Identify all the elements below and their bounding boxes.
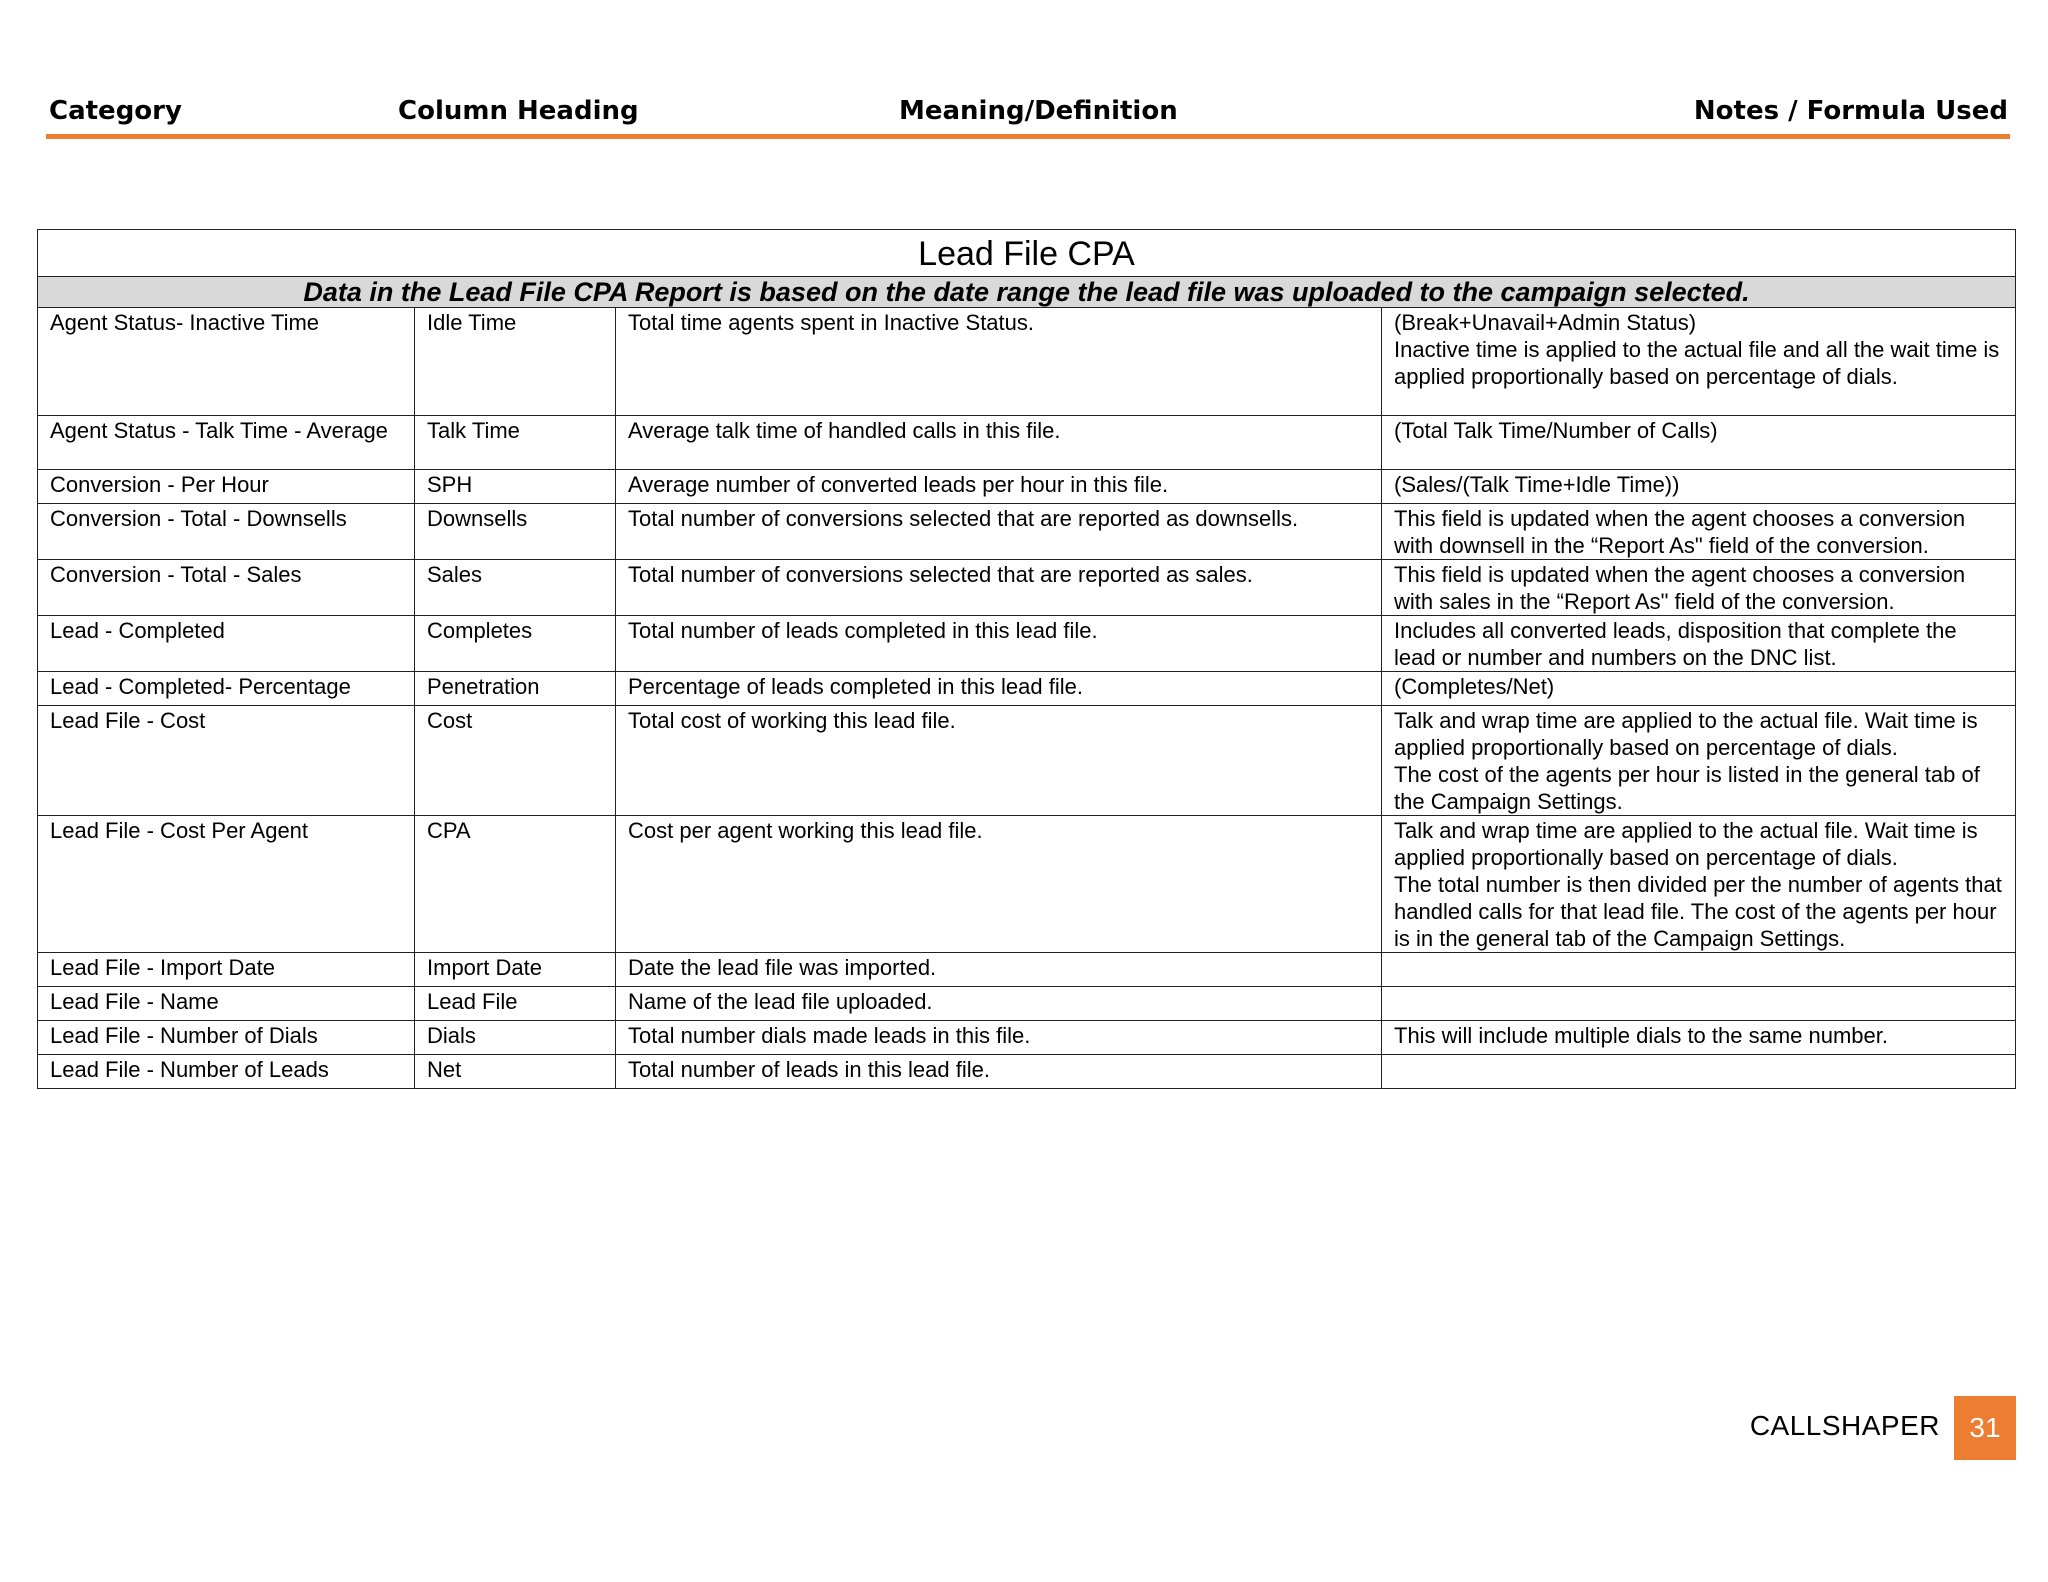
cell-meaning: Total number of conversions selected that are reported as downsells. [616,504,1382,560]
page-number: 31 [1969,1412,2001,1443]
cell-column-heading: Completes [415,616,616,672]
cell-notes: (Completes/Net) [1382,672,2016,706]
header-column-heading: Column Heading [398,96,639,126]
cell-column-heading: Talk Time [415,416,616,470]
cell-meaning: Percentage of leads completed in this lead file. [616,672,1382,706]
table-row [38,308,2016,416]
brand-name: CALLSHAPER [1749,1410,1940,1441]
cell-column-heading: Net [415,1055,616,1089]
header-notes: Notes / Formula Used [1693,96,2008,126]
cell-column-heading: Downsells [415,504,616,560]
cell-meaning: Average number of converted leads per hour in this file. [616,470,1382,504]
cell-meaning: Total number of conversions selected that are reported as sales. [616,560,1382,616]
cell-column-heading: CPA [415,816,616,953]
column-header-bar [46,92,2010,139]
table-row [38,470,2016,504]
table-row [38,706,2016,816]
cell-column-heading: Sales [415,560,616,616]
cell-column-heading: SPH [415,470,616,504]
cell-category: Conversion - Total - Sales [38,560,415,616]
table-row [38,672,2016,706]
cell-category: Conversion - Per Hour [38,470,415,504]
cell-category: Lead File - Import Date [38,953,415,987]
cell-notes [1382,953,2016,987]
page-number-badge [1954,1396,2016,1460]
cell-column-heading: Import Date [415,953,616,987]
table-title-row [38,230,2016,277]
table-row [38,560,2016,616]
cell-notes: This field is updated when the agent chooses a conversion with sales in the “Report As" field of the conversion. [1382,560,2016,616]
table-row [38,504,2016,560]
cell-notes: This field is updated when the agent chooses a conversion with downsell in the “Report As" field of the conversion. [1382,504,2016,560]
table-row [38,987,2016,1021]
table-row [38,1021,2016,1055]
page-footer [1740,1396,2016,1460]
cell-notes: (Total Talk Time/Number of Calls) [1382,416,2016,470]
cell-category: Agent Status - Talk Time - Average [38,416,415,470]
table-title: Lead File CPA [38,230,2016,277]
table-row [38,953,2016,987]
cell-notes: Talk and wrap time are applied to the actual file. Wait time is applied proportionally based on percentage of dials. The total number is then divided per the number of agents that handled calls for that lead file. The cost of the agents per hour is in the general tab of the Campaign Settings. [1382,816,2016,953]
cell-notes: Talk and wrap time are applied to the actual file. Wait time is applied proportionally based on percentage of dials. The cost of the agents per hour is listed in the general tab of the Campaign Settings. [1382,706,2016,816]
lead-file-cpa-table [37,229,2016,1089]
cell-notes: (Break+Unavail+Admin Status) Inactive time is applied to the actual file and all the wait time is applied proportionally based on percentage of dials. [1382,308,2016,416]
cell-category: Lead - Completed- Percentage [38,672,415,706]
cell-category: Lead - Completed [38,616,415,672]
cell-category: Lead File - Cost [38,706,415,816]
cell-column-heading: Dials [415,1021,616,1055]
cell-meaning: Average talk time of handled calls in this file. [616,416,1382,470]
cell-category: Lead File - Cost Per Agent [38,816,415,953]
table-row [38,1055,2016,1089]
cell-notes: Includes all converted leads, disposition that complete the lead or number and numbers on the DNC list. [1382,616,2016,672]
cell-category: Lead File - Number of Leads [38,1055,415,1089]
cell-category: Agent Status- Inactive Time [38,308,415,416]
table-subtitle-row [38,277,2016,308]
cell-meaning: Name of the lead file uploaded. [616,987,1382,1021]
cell-column-heading: Cost [415,706,616,816]
cell-category: Lead File - Name [38,987,415,1021]
cell-meaning: Cost per agent working this lead file. [616,816,1382,953]
cell-notes: (Sales/(Talk Time+Idle Time)) [1382,470,2016,504]
cell-meaning: Total number of leads completed in this lead file. [616,616,1382,672]
header-meaning: Meaning/Definition [899,96,1178,126]
table-row [38,816,2016,953]
cell-meaning: Total number of leads in this lead file. [616,1055,1382,1089]
cell-column-heading: Idle Time [415,308,616,416]
cell-category: Lead File - Number of Dials [38,1021,415,1055]
table-row [38,416,2016,470]
cell-meaning: Total time agents spent in Inactive Status. [616,308,1382,416]
cell-category: Conversion - Total - Downsells [38,504,415,560]
cell-column-heading: Lead File [415,987,616,1021]
table-subtitle: Data in the Lead File CPA Report is based on the date range the lead file was uploaded to the campaign selected. [38,277,2016,308]
cell-meaning: Total number dials made leads in this file. [616,1021,1382,1055]
cell-notes [1382,987,2016,1021]
cell-column-heading: Penetration [415,672,616,706]
cell-notes [1382,1055,2016,1089]
table-row [38,616,2016,672]
cell-meaning: Total cost of working this lead file. [616,706,1382,816]
header-category: Category [49,96,182,126]
cell-notes: This will include multiple dials to the same number. [1382,1021,2016,1055]
cell-meaning: Date the lead file was imported. [616,953,1382,987]
